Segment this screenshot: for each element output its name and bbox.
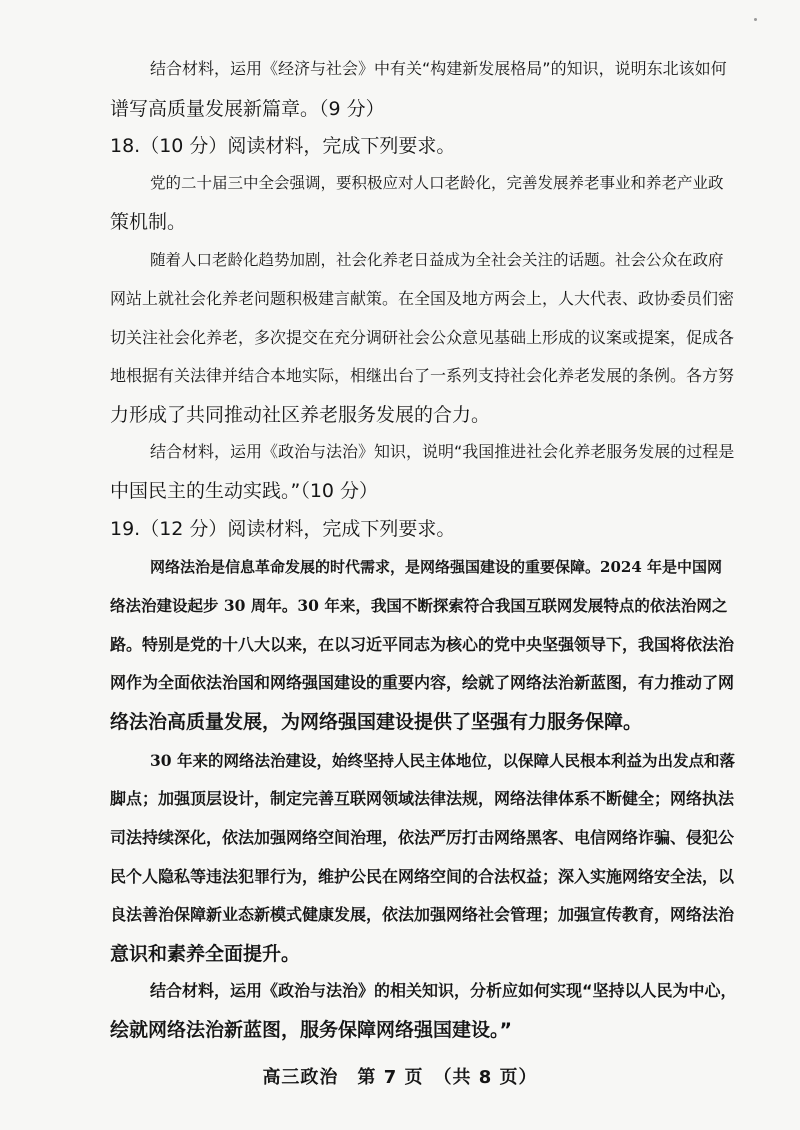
page-footer: 高三政治 第 7 页 （共 8 页） [262,1067,538,1088]
q19-material-p1-line-5: 络法治高质量发展，为网络强国建设提供了坚强有力服务保障。 [110,711,643,733]
q19-header: 19.（12 分）阅读材料，完成下列要求。 [110,518,456,540]
q19-material-p1-line-2: 络法治建设起步 30 周年。30 年来，我国不断探索符合我国互联网发展特点的依法治网之 [110,596,728,615]
q19-material-p2-line-4: 民个人隐私等违法犯罪行为，维护公民在网络空间的合法权益；深入实施网络安全法，以 [110,867,735,886]
q19-material-p2-line-1: 30 年来的网络法治建设，始终坚持人民主体地位，以保障人民根本利益为出发点和落 [150,751,735,770]
q18-material-p2-line-2: 网站上就社会化养老问题积极建言献策。在全国及地方两会上，人大代表、政协委员们密 [110,289,735,308]
q19-material-p1-line-3: 路。特别是党的十八大以来，在以习近平同志为核心的党中央坚强领导下，我国将依法治 [110,635,735,654]
q19-material-p2-line-6: 意识和素养全面提升。 [110,943,301,965]
q19-material-p2-line-5: 良法善治保障新业态新模式健康发展，依法加强网络社会管理；加强宣传教育，网络法治 [110,905,735,924]
q19-material-p1-line-1: 网络法治是信息革命发展的时代需求，是网络强国建设的重要保障。2024 年是中国网 [150,558,722,576]
scan-speck [754,18,757,21]
q18-material-p2-line-3: 切关注社会化养老，多次提交在充分调研社会公众意见基础上形成的议案或提案，促成各 [110,328,735,347]
q19-task-line-1: 结合材料，运用《政治与法治》的相关知识，分析应如何实现“坚持以人民为中心， [150,981,737,1000]
q18-header: 18.（10 分）阅读材料，完成下列要求。 [110,135,456,157]
q18-material-p1-line-1: 党的二十届三中全会强调，要积极应对人口老龄化，完善发展养老事业和养老产业政 [150,174,724,192]
q18-task-line-2: 中国民主的生动实践。”（10 分） [110,480,379,502]
q17-task-line-2: 谱写高质量发展新篇章。（9 分） [110,98,385,120]
q17-task-line-1: 结合材料，运用《经济与社会》中有关“构建新发展格局”的知识，说明东北该如何 [150,59,727,78]
q18-material-p2-line-1: 随着人口老龄化趋势加剧，社会化养老日益成为全社会关注的话题。社会公众在政府 [150,251,724,269]
q18-material-p2-line-4: 地根据有关法律并结合本地实际，相继出台了一系列支持社会化养老发展的条例。各方努 [110,366,735,385]
q18-material-p2-line-5: 力形成了共同推动社区养老服务发展的合力。 [110,404,491,426]
q18-task-line-1: 结合材料，运用《政治与法治》知识，说明“我国推进社会化养老服务发展的过程是 [150,442,735,461]
q19-material-p2-line-3: 司法持续深化，依法加强网络空间治理，依法严厉打击网络黑客、电信网络诈骗、侵犯公 [110,828,735,847]
q19-material-p1-line-4: 网作为全面依法治国和网络强国建设的重要内容，绘就了网络法治新蓝图，有力推动了网 [110,673,735,692]
q18-material-p1-line-2: 策机制。 [110,211,187,233]
q19-task-line-2: 绘就网络法治新蓝图，服务保障网络强国建设。” [110,1019,512,1041]
q19-material-p2-line-2: 脚点；加强顶层设计，制定完善互联网领域法律法规，网络法律体系不断健全；网络执法 [110,789,735,808]
